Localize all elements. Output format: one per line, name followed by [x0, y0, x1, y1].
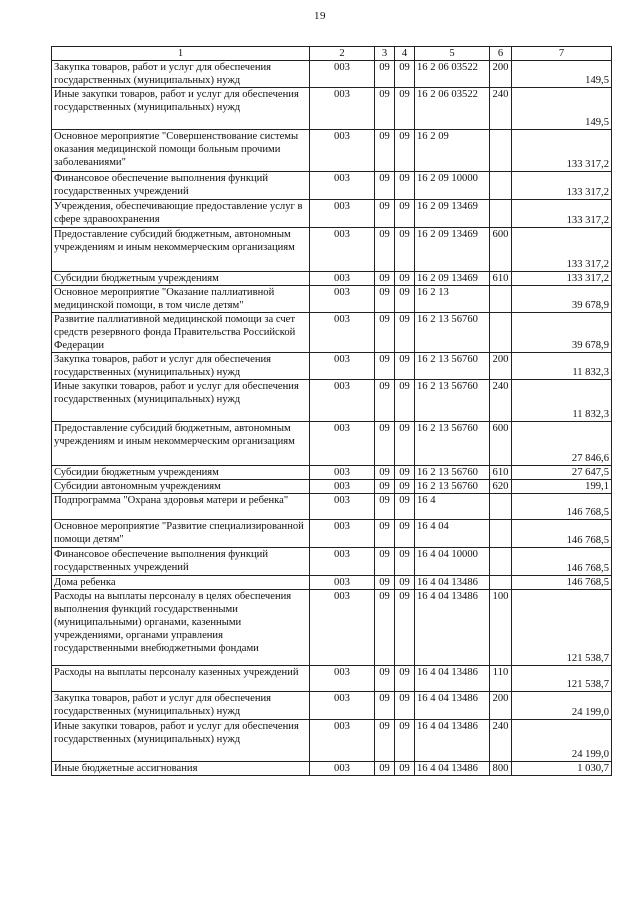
table-row — [52, 548, 612, 576]
cell-amount: 121 538,7 — [512, 590, 612, 666]
cell-amount: 133 317,2 — [512, 272, 612, 286]
cell-ministry-code: 003 — [310, 692, 375, 720]
cell-description: Развитие паллиативной медицинской помощи за счет средств резервного фонда Правительства Российской Федерации — [52, 313, 310, 353]
cell-target-article: 16 4 — [415, 494, 490, 520]
cell-subsection-code: 09 — [395, 200, 415, 228]
table-body — [52, 61, 612, 776]
cell-expense-type: 620 — [490, 480, 512, 494]
cell-expense-type: 600 — [490, 228, 512, 272]
cell-target-article: 16 2 13 56760 — [415, 466, 490, 480]
table-row — [52, 480, 612, 494]
cell-subsection-code: 09 — [395, 692, 415, 720]
cell-description: Закупка товаров, работ и услуг для обеспечения государственных (муниципальных) нужд — [52, 61, 310, 88]
table-row — [52, 353, 612, 380]
table-row — [52, 228, 612, 272]
cell-target-article: 16 4 04 13486 — [415, 576, 490, 590]
cell-target-article: 16 2 06 03522 — [415, 88, 490, 130]
header-cell-col1: 1 — [52, 47, 310, 61]
cell-expense-type: 800 — [490, 762, 512, 776]
cell-target-article: 16 2 09 13469 — [415, 272, 490, 286]
cell-target-article: 16 4 04 13486 — [415, 692, 490, 720]
cell-target-article: 16 2 13 — [415, 286, 490, 313]
cell-amount: 133 317,2 — [512, 130, 612, 172]
cell-subsection-code: 09 — [395, 720, 415, 762]
table-row — [52, 88, 612, 130]
table-row — [52, 520, 612, 548]
cell-ministry-code: 003 — [310, 590, 375, 666]
cell-subsection-code: 09 — [395, 130, 415, 172]
cell-ministry-code: 003 — [310, 480, 375, 494]
table-row — [52, 200, 612, 228]
cell-subsection-code: 09 — [395, 548, 415, 576]
cell-target-article: 16 2 09 10000 — [415, 172, 490, 200]
cell-description: Финансовое обеспечение выполнения функций государственных учреждений — [52, 548, 310, 576]
header-cell-col6: 6 — [490, 47, 512, 61]
cell-subsection-code: 09 — [395, 228, 415, 272]
cell-section-code: 09 — [375, 353, 395, 380]
cell-amount: 27 647,5 — [512, 466, 612, 480]
cell-subsection-code: 09 — [395, 272, 415, 286]
cell-ministry-code: 003 — [310, 353, 375, 380]
cell-expense-type — [490, 548, 512, 576]
cell-expense-type: 240 — [490, 88, 512, 130]
cell-target-article: 16 4 04 13486 — [415, 720, 490, 762]
cell-ministry-code: 003 — [310, 762, 375, 776]
header-cell-col4: 4 — [395, 47, 415, 61]
cell-subsection-code: 09 — [395, 494, 415, 520]
cell-expense-type: 240 — [490, 720, 512, 762]
table-row — [52, 720, 612, 762]
cell-description: Иные закупки товаров, работ и услуг для обеспечения государственных (муниципальных) нужд — [52, 720, 310, 762]
cell-expense-type — [490, 520, 512, 548]
cell-description: Подпрограмма "Охрана здоровья матери и ребенка" — [52, 494, 310, 520]
cell-subsection-code: 09 — [395, 353, 415, 380]
cell-section-code: 09 — [375, 692, 395, 720]
cell-ministry-code: 003 — [310, 313, 375, 353]
cell-expense-type: 600 — [490, 422, 512, 466]
cell-target-article: 16 2 09 13469 — [415, 228, 490, 272]
cell-amount: 39 678,9 — [512, 313, 612, 353]
table-row — [52, 576, 612, 590]
cell-description: Субсидии бюджетным учреждениям — [52, 272, 310, 286]
cell-section-code: 09 — [375, 576, 395, 590]
table-row — [52, 272, 612, 286]
cell-section-code: 09 — [375, 130, 395, 172]
cell-subsection-code: 09 — [395, 590, 415, 666]
cell-amount: 149,5 — [512, 88, 612, 130]
cell-section-code: 09 — [375, 494, 395, 520]
cell-target-article: 16 4 04 10000 — [415, 548, 490, 576]
cell-description: Основное мероприятие "Совершенствование системы оказания медицинской помощи больным прочими заболеваниями" — [52, 130, 310, 172]
cell-ministry-code: 003 — [310, 422, 375, 466]
cell-description: Закупка товаров, работ и услуг для обеспечения государственных (муниципальных) нужд — [52, 353, 310, 380]
cell-section-code: 09 — [375, 422, 395, 466]
cell-expense-type: 110 — [490, 666, 512, 692]
cell-section-code: 09 — [375, 720, 395, 762]
cell-description: Субсидии бюджетным учреждениям — [52, 466, 310, 480]
cell-section-code: 09 — [375, 88, 395, 130]
cell-target-article: 16 4 04 13486 — [415, 666, 490, 692]
cell-expense-type — [490, 286, 512, 313]
cell-amount: 146 768,5 — [512, 520, 612, 548]
cell-amount: 149,5 — [512, 61, 612, 88]
table-row — [52, 494, 612, 520]
cell-description: Расходы на выплаты персоналу в целях обеспечения выполнения функций государственными (муниципальными) органами, казенными учреждениями, органами управления государственными внебюджетными фондами — [52, 590, 310, 666]
table-row — [52, 692, 612, 720]
cell-expense-type — [490, 200, 512, 228]
cell-section-code: 09 — [375, 61, 395, 88]
cell-target-article: 16 2 13 56760 — [415, 480, 490, 494]
cell-section-code: 09 — [375, 666, 395, 692]
cell-ministry-code: 003 — [310, 172, 375, 200]
table-row — [52, 666, 612, 692]
cell-target-article: 16 4 04 13486 — [415, 590, 490, 666]
header-cell-col2: 2 — [310, 47, 375, 61]
cell-target-article: 16 2 13 56760 — [415, 380, 490, 422]
cell-ministry-code: 003 — [310, 286, 375, 313]
cell-target-article: 16 2 09 — [415, 130, 490, 172]
cell-expense-type: 240 — [490, 380, 512, 422]
cell-expense-type: 200 — [490, 61, 512, 88]
cell-subsection-code: 09 — [395, 576, 415, 590]
cell-subsection-code: 09 — [395, 88, 415, 130]
cell-amount: 24 199,0 — [512, 692, 612, 720]
cell-description: Предоставление субсидий бюджетным, автономным учреждениям и иным некоммерческим организациям — [52, 228, 310, 272]
cell-description: Предоставление субсидий бюджетным, автономным учреждениям и иным некоммерческим организациям — [52, 422, 310, 466]
cell-section-code: 09 — [375, 228, 395, 272]
cell-amount: 11 832,3 — [512, 380, 612, 422]
cell-subsection-code: 09 — [395, 480, 415, 494]
cell-amount: 146 768,5 — [512, 494, 612, 520]
cell-ministry-code: 003 — [310, 228, 375, 272]
cell-section-code: 09 — [375, 762, 395, 776]
cell-target-article: 16 4 04 13486 — [415, 762, 490, 776]
cell-expense-type — [490, 494, 512, 520]
cell-ministry-code: 003 — [310, 666, 375, 692]
cell-expense-type — [490, 172, 512, 200]
cell-ministry-code: 003 — [310, 130, 375, 172]
cell-target-article: 16 2 09 13469 — [415, 200, 490, 228]
cell-description: Иные закупки товаров, работ и услуг для обеспечения государственных (муниципальных) нужд — [52, 380, 310, 422]
cell-section-code: 09 — [375, 590, 395, 666]
table-row — [52, 762, 612, 776]
cell-ministry-code: 003 — [310, 548, 375, 576]
cell-description: Учреждения, обеспечивающие предоставление услуг в сфере здравоохранения — [52, 200, 310, 228]
cell-amount: 24 199,0 — [512, 720, 612, 762]
cell-subsection-code: 09 — [395, 172, 415, 200]
cell-ministry-code: 003 — [310, 88, 375, 130]
cell-ministry-code: 003 — [310, 576, 375, 590]
cell-target-article: 16 2 13 56760 — [415, 353, 490, 380]
cell-expense-type: 610 — [490, 466, 512, 480]
header-row — [52, 47, 612, 61]
cell-amount: 11 832,3 — [512, 353, 612, 380]
cell-amount: 146 768,5 — [512, 576, 612, 590]
cell-target-article: 16 2 13 56760 — [415, 313, 490, 353]
cell-ministry-code: 003 — [310, 380, 375, 422]
cell-section-code: 09 — [375, 548, 395, 576]
cell-description: Основное мероприятие "Оказание паллиативной медицинской помощи, в том числе детям" — [52, 286, 310, 313]
cell-section-code: 09 — [375, 172, 395, 200]
cell-description: Дома ребенка — [52, 576, 310, 590]
cell-description: Иные закупки товаров, работ и услуг для обеспечения государственных (муниципальных) нужд — [52, 88, 310, 130]
cell-ministry-code: 003 — [310, 494, 375, 520]
header-cell-col7: 7 — [512, 47, 612, 61]
table-row — [52, 380, 612, 422]
table-row — [52, 286, 612, 313]
cell-ministry-code: 003 — [310, 720, 375, 762]
cell-section-code: 09 — [375, 286, 395, 313]
cell-subsection-code: 09 — [395, 422, 415, 466]
cell-ministry-code: 003 — [310, 200, 375, 228]
cell-amount: 27 846,6 — [512, 422, 612, 466]
cell-section-code: 09 — [375, 380, 395, 422]
cell-subsection-code: 09 — [395, 380, 415, 422]
cell-subsection-code: 09 — [395, 61, 415, 88]
cell-expense-type: 200 — [490, 692, 512, 720]
cell-target-article: 16 2 13 56760 — [415, 422, 490, 466]
cell-description: Субсидии автономным учреждениям — [52, 480, 310, 494]
cell-target-article: 16 2 06 03522 — [415, 61, 490, 88]
cell-subsection-code: 09 — [395, 762, 415, 776]
cell-description: Иные бюджетные ассигнования — [52, 762, 310, 776]
cell-description: Финансовое обеспечение выполнения функций государственных учреждений — [52, 172, 310, 200]
cell-subsection-code: 09 — [395, 520, 415, 548]
cell-amount: 121 538,7 — [512, 666, 612, 692]
table-row — [52, 590, 612, 666]
budget-table — [51, 46, 612, 776]
cell-ministry-code: 003 — [310, 61, 375, 88]
cell-amount: 146 768,5 — [512, 548, 612, 576]
cell-expense-type: 100 — [490, 590, 512, 666]
cell-amount: 39 678,9 — [512, 286, 612, 313]
cell-ministry-code: 003 — [310, 520, 375, 548]
cell-description: Закупка товаров, работ и услуг для обеспечения государственных (муниципальных) нужд — [52, 692, 310, 720]
cell-amount: 1 030,7 — [512, 762, 612, 776]
cell-expense-type: 200 — [490, 353, 512, 380]
table-row — [52, 172, 612, 200]
cell-subsection-code: 09 — [395, 313, 415, 353]
table-row — [52, 130, 612, 172]
cell-amount: 133 317,2 — [512, 200, 612, 228]
table-row — [52, 422, 612, 466]
cell-target-article: 16 4 04 — [415, 520, 490, 548]
cell-expense-type — [490, 130, 512, 172]
table-row — [52, 313, 612, 353]
cell-subsection-code: 09 — [395, 666, 415, 692]
cell-section-code: 09 — [375, 200, 395, 228]
cell-section-code: 09 — [375, 466, 395, 480]
header-cell-col5: 5 — [415, 47, 490, 61]
cell-expense-type — [490, 576, 512, 590]
cell-amount: 133 317,2 — [512, 172, 612, 200]
table-row — [52, 466, 612, 480]
cell-amount: 133 317,2 — [512, 228, 612, 272]
cell-section-code: 09 — [375, 480, 395, 494]
cell-ministry-code: 003 — [310, 466, 375, 480]
cell-section-code: 09 — [375, 272, 395, 286]
cell-section-code: 09 — [375, 313, 395, 353]
cell-expense-type — [490, 313, 512, 353]
cell-subsection-code: 09 — [395, 286, 415, 313]
cell-amount: 199,1 — [512, 480, 612, 494]
cell-description: Основное мероприятие "Развитие специализированной помощи детям" — [52, 520, 310, 548]
cell-subsection-code: 09 — [395, 466, 415, 480]
table-row — [52, 61, 612, 88]
cell-description: Расходы на выплаты персоналу казенных учреждений — [52, 666, 310, 692]
header-cell-col3: 3 — [375, 47, 395, 61]
page-number: 19 — [314, 10, 326, 22]
cell-expense-type: 610 — [490, 272, 512, 286]
cell-ministry-code: 003 — [310, 272, 375, 286]
cell-section-code: 09 — [375, 520, 395, 548]
